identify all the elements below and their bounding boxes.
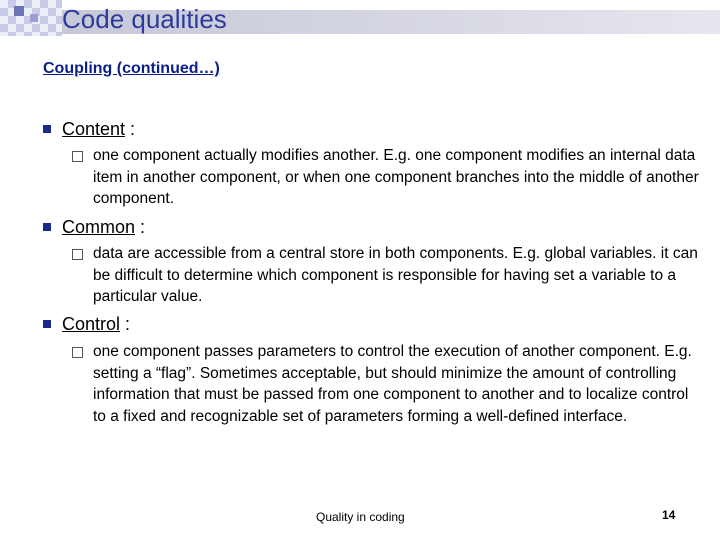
- bullet-detail: data are accessible from a central store in both components. E.g. global variables. it can be difficult to determine which component is responsible for having set a variable to a particular value.: [93, 245, 698, 305]
- bullet-term: Common: [62, 217, 136, 237]
- title-bar: [0, 0, 720, 36]
- bullet-term: Content: [62, 119, 126, 139]
- bullet-separator: :: [120, 314, 131, 334]
- hollow-square-bullet-icon: [72, 249, 83, 260]
- bullet-heading: [62, 313, 130, 335]
- bullet-detail: one component actually modifies another. E.g. one component modifies an internal data item in another component, or when one component branches into the middle of another component.: [93, 147, 699, 207]
- decorative-square: [14, 6, 24, 16]
- decorative-square: [30, 14, 38, 22]
- bullet-separator: :: [125, 119, 136, 139]
- bullet-detail: one component passes parameters to control the execution of another component. E.g. setting a “flag”. Sometimes acceptable, but should minimize the amount of controlling information that must be passed from one component to another and to localize control to a fixed and recognizable set of parameters forming a well-defined interface.: [93, 343, 692, 425]
- slide-title: Code qualities: [62, 4, 227, 34]
- square-bullet-icon: [43, 223, 51, 231]
- hollow-square-bullet-icon: [72, 151, 83, 162]
- page-number: 14: [662, 508, 676, 522]
- bullet-term: Control: [62, 314, 121, 334]
- footer-text: Quality in coding: [316, 510, 405, 524]
- bullet-heading: [62, 216, 145, 238]
- bullet-heading: [62, 118, 135, 140]
- square-bullet-icon: [43, 125, 51, 133]
- bullet-separator: :: [135, 217, 146, 237]
- hollow-square-bullet-icon: [72, 347, 83, 358]
- slide-subtitle: Coupling (continued…): [43, 60, 220, 77]
- square-bullet-icon: [43, 320, 51, 328]
